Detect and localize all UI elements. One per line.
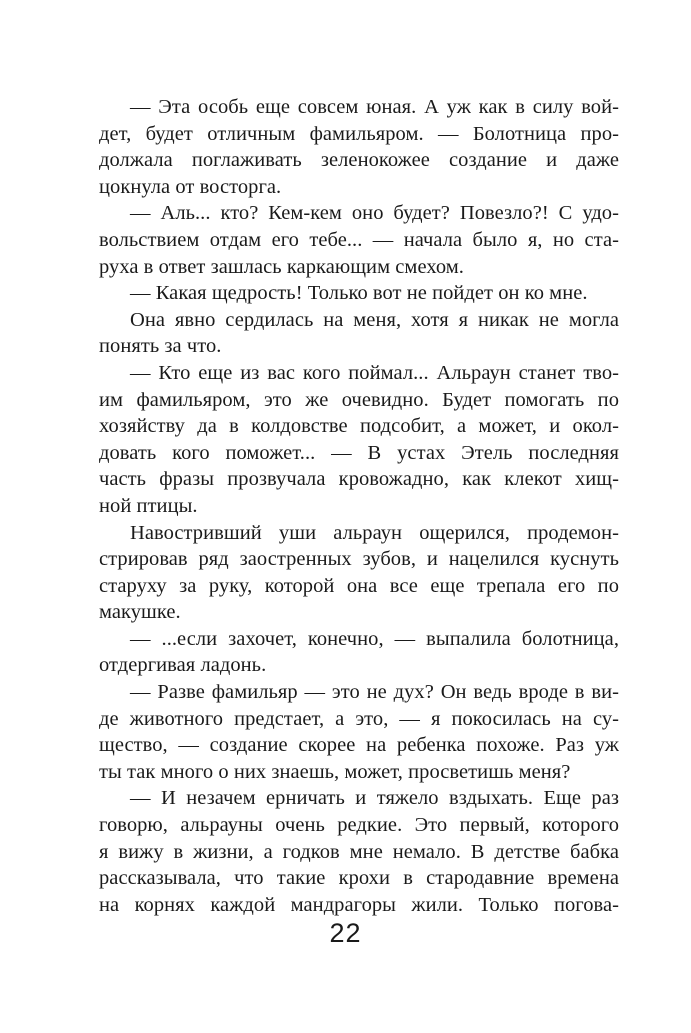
text-line: отдергивая ладонь. [99,654,267,677]
text-line: хозяйству да в колдовстве подсобит, а может, и окол- [99,415,619,438]
text-line: Она явно сердилась на меня, хотя я никак не могла [130,308,619,331]
body-text [99,94,619,918]
text-line: де животного предстает, а это, — я покосилась на су- [99,707,619,730]
text-line: Навостривший уши альраун ощерился, продемон- [130,521,619,544]
text-line: я вижу в жизни, а годков мне немало. В детстве бабка [99,840,619,863]
text-line: рассказывала, что такие крохи в стародавние времена [99,867,619,890]
text-line: — Аль... кто? Кем-кем оно будет? Повезло?! С удо- [130,202,619,225]
text-line: понять за что. [99,335,222,358]
page-number: 22 [329,918,362,948]
text-line: щество, — создание скорее на ребенка похоже. Раз уж [99,734,619,757]
text-line: говорю, альрауны очень редкие. Это первый, которого [99,814,619,837]
text-line: довать кого поможет... — В устах Этель последняя [99,441,619,464]
text-line: макушке. [99,601,181,624]
text-line: руха в ответ зашлась каркающим смехом. [99,255,464,278]
text-line: дет, будет отличным фамильяром. — Болотница про- [99,122,619,145]
text-line: стрировав ряд заостренных зубов, и нацелился куснуть [99,548,619,571]
text-line: ной птицы. [99,494,198,517]
text-line: цокнула от восторга. [99,175,282,198]
text-line: должала поглаживать зеленокожее создание и даже [99,149,619,172]
text-line: ты так много о них знаешь, может, просветишь меня? [99,760,571,783]
text-line: — Кто еще из вас кого поймал... Альраун станет тво- [130,361,619,384]
text-line: — Какая щедрость! Только вот не пойдет он ко мне. [130,282,588,305]
text-line: старуху за руку, которой она все еще трепала его по [99,574,619,597]
text-line: — Эта особь еще совсем юная. А уж как в силу вой- [130,96,619,118]
text-line: — И незачем ерничать и тяжело вздыхать. Еще раз [130,787,619,810]
text-line: им фамильяром, это же очевидно. Будет помогать по [99,388,619,411]
text-line: часть фразы прозвучала кровожадно, как клекот хищ- [99,468,619,491]
text-line: вольствием отдам его тебе... — начала было я, но ста- [99,228,619,251]
text-line: — ...если захочет, конечно, — выпалила болотница, [130,627,619,650]
text-line: — Разве фамильяр — это не дух? Он ведь вроде в ви- [130,681,619,704]
text-line: на корнях каждой мандрагоры жили. Только погова- [99,893,619,916]
